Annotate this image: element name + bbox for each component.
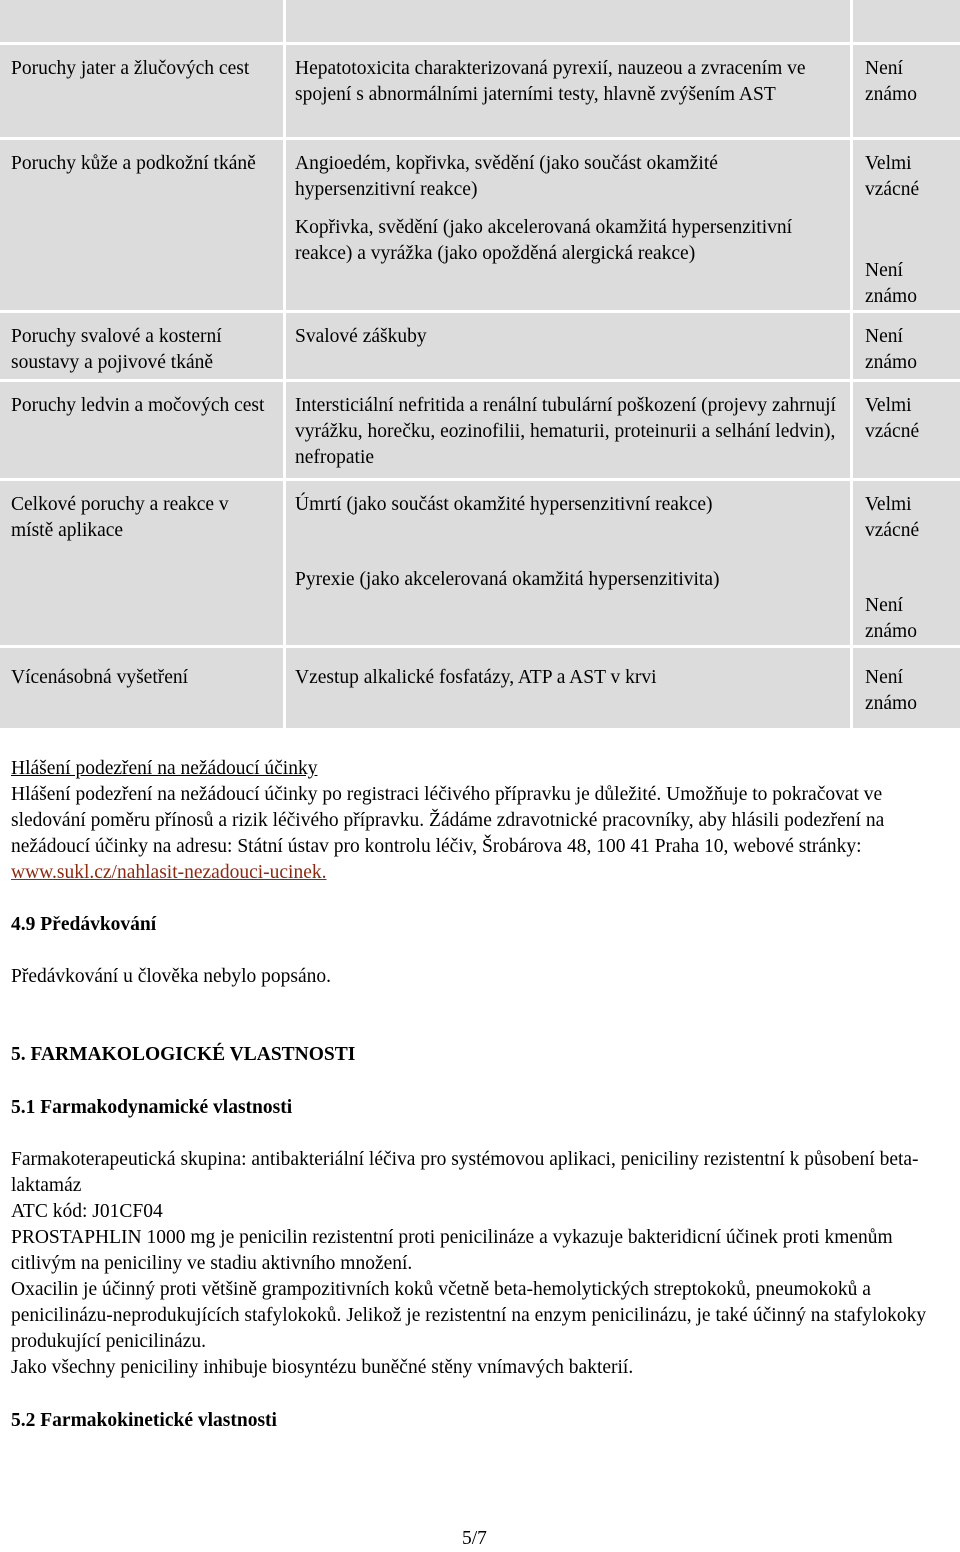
effect-cell: Vzestup alkalické fosfatázy, ATP a AST v krvi <box>286 648 850 728</box>
effect-cell: Intersticiální nefritida a renální tubulární poškození (projevy zahrnují vyrážku, horečku, eozinofilii, hematurii, proteinurii a selhání ledvin), nefropatie <box>286 382 850 478</box>
organ-cell: Vícenásobná vyšetření <box>0 648 283 728</box>
paragraph: Jako všechny peniciliny inhibuje biosyntézu buněčné stěny vnímavých bakterií. <box>11 1357 634 1378</box>
frequency-cell: Není známo <box>853 206 960 310</box>
effect-cell: Kopřivka, svědění (jako akcelerovaná okamžitá hypersenzitivní reakce) a vyrážka (jako opožděná alergická reakce) <box>286 206 850 310</box>
table-top-strip <box>853 0 960 42</box>
reporting-body <box>11 782 941 886</box>
organ-cell: Poruchy kůže a podkožní tkáně <box>0 140 283 310</box>
effect-cell: Úmrtí (jako součást okamžité hypersenzitivní reakce) <box>286 481 850 555</box>
effect-cell: Svalové záškuby <box>286 313 850 379</box>
frequency-cell: Není známo <box>853 555 960 645</box>
organ-cell: Poruchy jater a žlučových cest <box>0 45 283 137</box>
pharmacodynamics-text <box>11 1147 941 1381</box>
section-5-1-heading: 5.1 Farmakodynamické vlastnosti <box>11 1097 293 1118</box>
organ-cell: Poruchy svalové a kosterní soustavy a pojivové tkáně <box>0 313 283 379</box>
table-top-strip <box>286 0 850 42</box>
frequency-cell: Není známo <box>853 648 960 728</box>
effect-cell: Angioedém, kopřivka, svědění (jako součást okamžité hypersenzitivní reakce) <box>286 140 850 206</box>
effect-cell: Hepatotoxicita charakterizovaná pyrexií, nauzeou a zvracením ve spojení s abnormálními jaterními testy, hlavně zvýšením AST <box>286 45 850 137</box>
paragraph: Oxacilin je účinný proti většině grampozitivních koků včetně beta-hemolytických streptokoků, pneumokoků a penicilinázu-neprodukujících stafylokoků. Jelikož je rezistentní na enzym penicilinázu, je také účinný na stafylokoky produkující penicilinázu. <box>11 1279 927 1352</box>
effect-cell: Pyrexie (jako akcelerovaná okamžitá hypersenzitivita) <box>286 555 850 645</box>
frequency-cell: Není známo <box>853 313 960 379</box>
section-5-2-heading: 5.2 Farmakokinetické vlastnosti <box>11 1410 277 1431</box>
paragraph: Farmakoterapeutická skupina: antibakteriální léčiva pro systémovou aplikaci, peniciliny rezistentní k působení beta-laktamáz <box>11 1149 919 1196</box>
frequency-cell: Není známo <box>853 45 960 137</box>
table-top-strip <box>0 0 283 42</box>
frequency-cell: Velmi vzácné <box>853 481 960 555</box>
paragraph: ATC kód: J01CF04 <box>11 1201 163 1222</box>
organ-cell: Celkové poruchy a reakce v místě aplikace <box>0 481 283 645</box>
reporting-text: Hlášení podezření na nežádoucí účinky po registraci léčivého přípravku je důležité. Umožňuje to pokračovat ve sledování poměru přínosů a rizik léčivého přípravku. Žádáme zdravotnické pracovníky, aby hlásili podezření na nežádoucí účinky na adresu: Státní ústav pro kontrolu léčiv, Šrobárova 48, 100 41 Praha 10, webové stránky: <box>11 784 885 857</box>
sukl-link[interactable]: www.sukl.cz/nahlasit-nezadouci-ucinek. <box>11 862 327 883</box>
frequency-cell: Velmi vzácné <box>853 382 960 478</box>
page-number: 5/7 <box>462 1528 487 1549</box>
organ-cell: Poruchy ledvin a močových cest <box>0 382 283 478</box>
overdose-text: Předávkování u člověka nebylo popsáno. <box>11 966 332 987</box>
reporting-heading: Hlášení podezření na nežádoucí účinky <box>11 758 318 779</box>
overdose-heading: 4.9 Předávkování <box>11 914 157 935</box>
section-5-heading: 5. FARMAKOLOGICKÉ VLASTNOSTI <box>11 1044 356 1065</box>
paragraph: PROSTAPHLIN 1000 mg je penicilin rezistentní proti penicilináze a vykazuje bakteridicní účinek proti kmenům citlivým na peniciliny ve stadiu aktivního množení. <box>11 1227 893 1274</box>
frequency-cell: Velmi vzácné <box>853 140 960 206</box>
